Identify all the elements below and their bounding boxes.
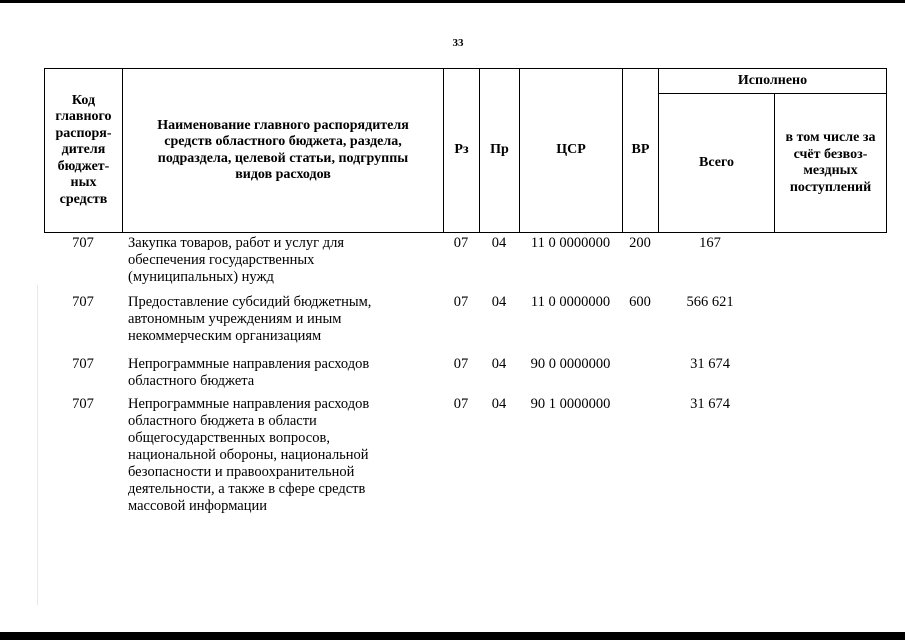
row-code: 707 (72, 396, 94, 412)
row-pr: 04 (491, 356, 507, 372)
row-code: 707 (72, 356, 94, 372)
row-rz: 07 (453, 294, 469, 310)
row-name: Закупка товаров, работ и услуг для обеспечения государственных (муниципальных) нужд (128, 235, 345, 285)
header-rz: Рз (444, 69, 480, 233)
scan-border-top (0, 0, 905, 3)
header-executed: Исполнено (659, 69, 887, 94)
page-number: 33 (452, 37, 464, 49)
table-row (44, 396, 886, 526)
row-csr: 11 0 0000000 (530, 294, 611, 310)
row-name: Непрограммные направления расходов областного бюджета в области общегосударственных вопросов, национальной обороны, национальной безопасности и правоохранительной деятельности, а также в сфере средств массовой информации (128, 396, 370, 514)
row-total: 167 (699, 235, 721, 251)
table-header (44, 68, 887, 233)
header-gratuitous: в том числе за счёт безвоз- мездных поступлений (775, 94, 887, 233)
row-rz: 07 (453, 396, 469, 412)
row-pr: 04 (491, 294, 507, 310)
row-pr: 04 (491, 235, 507, 251)
row-total: 566 621 (686, 294, 734, 310)
row-name: Предоставление субсидий бюджетным, автономным учреждениям и иным некоммерческим организациям (128, 294, 372, 344)
row-code: 707 (72, 235, 94, 251)
row-rz: 07 (453, 235, 469, 251)
row-code: 707 (72, 294, 94, 310)
row-rz: 07 (453, 356, 469, 372)
row-total: 31 674 (690, 396, 730, 412)
scan-border-bottom (0, 632, 905, 640)
row-total: 31 674 (690, 356, 730, 372)
header-total: Всего (659, 94, 775, 233)
header-csr: ЦСР (520, 69, 623, 233)
row-csr: 90 1 0000000 (530, 396, 611, 412)
row-vr: 200 (629, 235, 651, 251)
header-vr: ВР (623, 69, 659, 233)
row-pr: 04 (491, 396, 507, 412)
header-code: Код главного распоря- дителя бюджет- ных средств (45, 69, 123, 233)
header-pr: Пр (480, 69, 520, 233)
row-csr: 90 0 0000000 (530, 356, 611, 372)
row-name: Непрограммные направления расходов областного бюджета (128, 356, 370, 389)
scan-artifact-line (37, 285, 38, 605)
row-csr: 11 0 0000000 (530, 235, 611, 251)
header-name: Наименование главного распорядителя средств областного бюджета, раздела, подраздела, целевой статьи, подгруппы видов расходов (123, 69, 444, 233)
row-vr: 600 (629, 294, 651, 310)
